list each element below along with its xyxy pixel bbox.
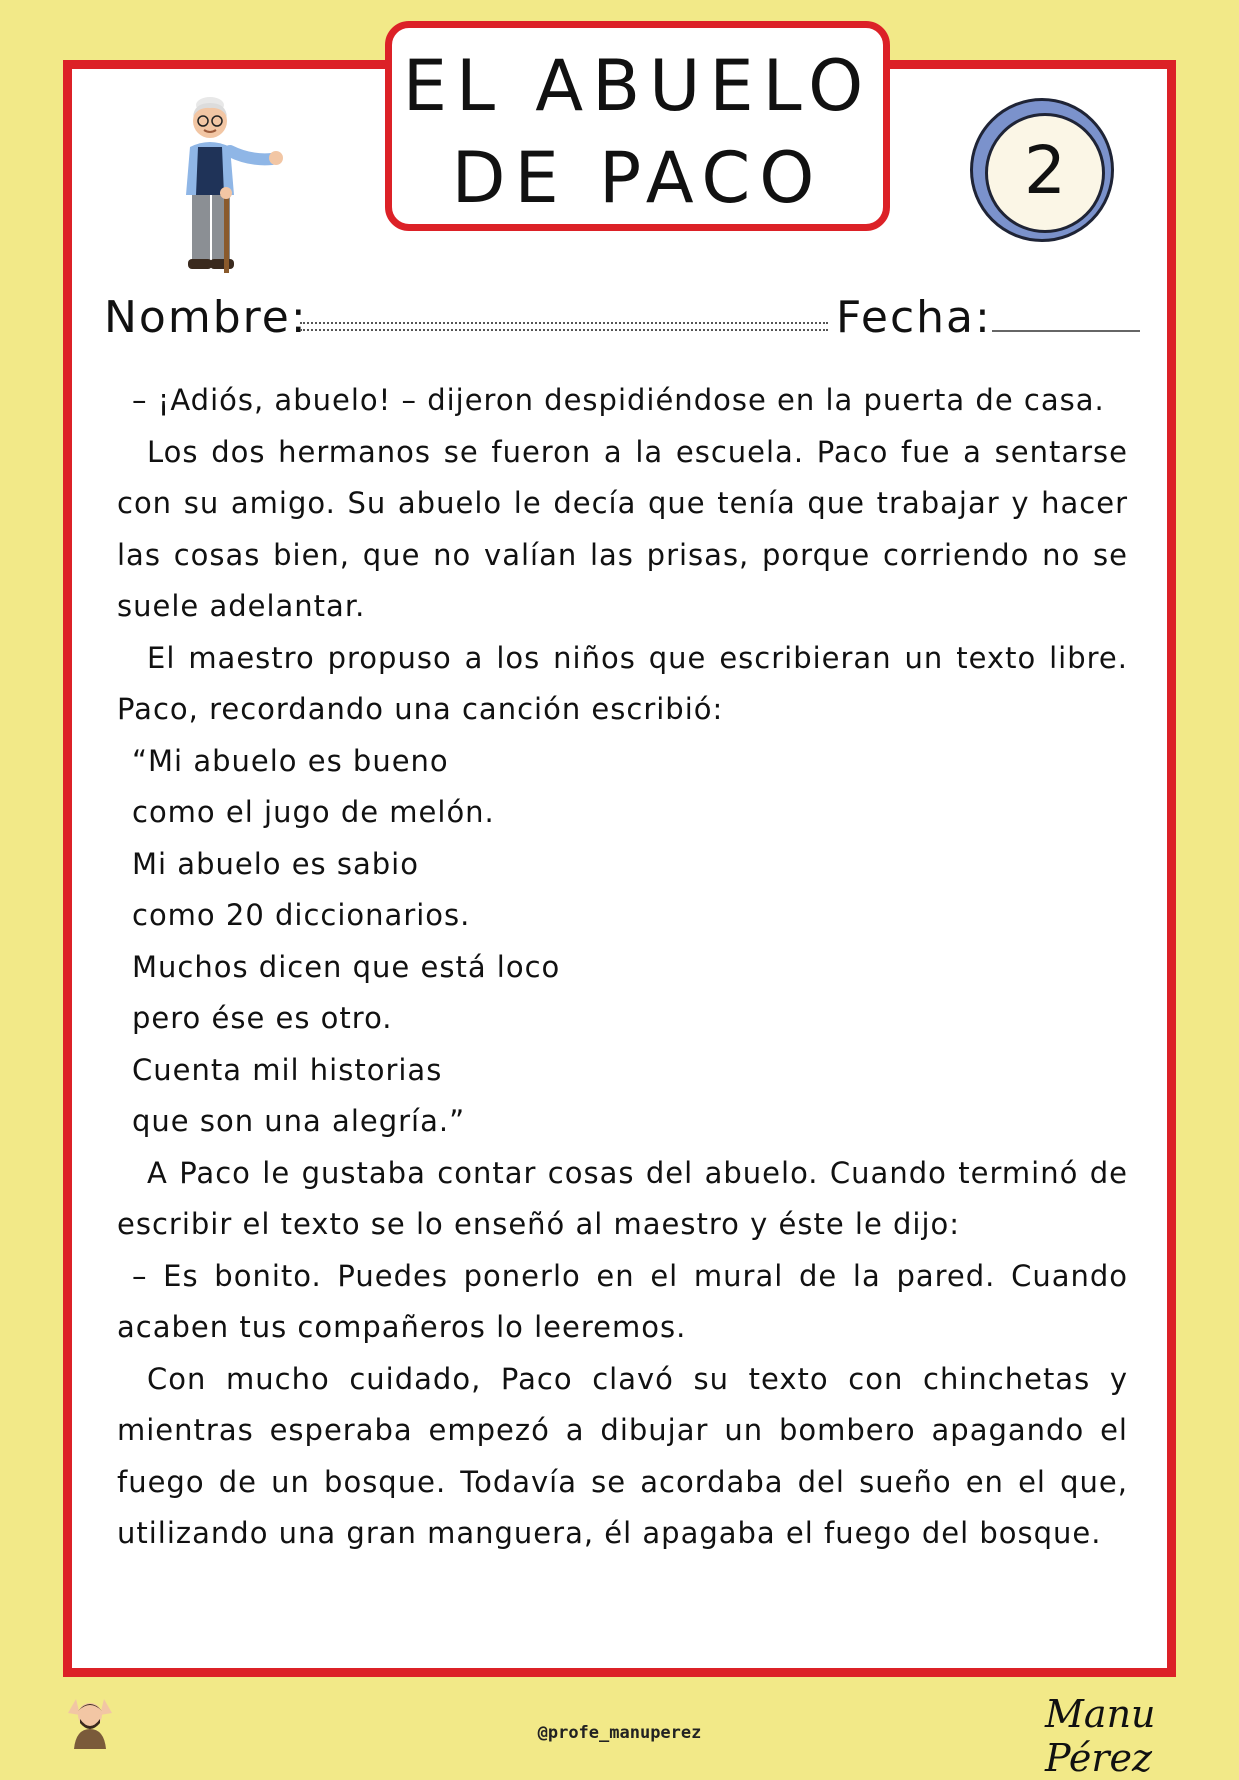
paragraph-6: Con mucho cuidado, Paco clavó su texto con chinchetas y mientras esperaba empezó a dibujar un bombero apagando el fuego de un bosque. Todavía se acordaba del sueño en el que, utilizando una gran manguera, él apagaba el fuego del bosque. [117,1361,1128,1550]
title-box [385,21,890,231]
poem-line: Mi abuelo es sabio [132,846,419,881]
poem-line: Cuenta mil historias [132,1052,443,1087]
paragraph-3: El maestro propuso a los niños que escribieran un texto libre. Paco, recordando una canción escribió: [117,640,1128,726]
poem-line: como 20 diccionarios. [132,898,471,932]
poem-line: “Mi abuelo es bueno [132,743,449,778]
poem-line: que son una alegría.” [132,1104,466,1138]
name-line[interactable] [300,322,828,324]
title-line-2: DE PACO [451,137,824,219]
poem-line: pero ése es otro. [132,1001,393,1035]
poem-line: Muchos dicen que está loco [132,949,561,984]
name-line-lower [300,329,828,331]
paragraph-4: A Paco le gustaba contar cosas del abuelo. Cuando terminó de escribir el texto se lo enseñó al maestro y éste le dijo: [117,1155,1128,1241]
story-text [117,375,1128,1560]
paragraph-5: – Es bonito. Puedes ponerlo en el mural de la pared. Cuando acaben tus compañeros lo leeremos. [117,1258,1128,1344]
poem-line: como el jugo de melón. [132,795,495,829]
poem [117,736,1128,1148]
name-label: Nombre: [104,292,308,343]
grandfather-illustration [180,95,305,285]
paragraph-1: – ¡Adiós, abuelo! – dijeron despidiéndose en la puerta de casa. [132,383,1105,417]
paragraph-2: Los dos hermanos se fueron a la escuela. Paco fue a sentarse con su amigo. Su abuelo le decía que tenía que trabajar y hacer las cosas bien, que no valían las prisas, porque corriendo no se suele adelantar. [117,434,1128,623]
title-line-1: EL ABUELO [402,45,873,127]
worksheet-number: 2 [985,113,1105,233]
date-label: Fecha: [836,292,992,343]
author-signature: Manu Pérez [1045,1692,1156,1780]
worksheet-number-badge [970,98,1114,242]
date-line[interactable] [992,330,1140,332]
author-handle: @profe_manuperez [537,1723,702,1743]
name-date-row [104,292,1140,342]
